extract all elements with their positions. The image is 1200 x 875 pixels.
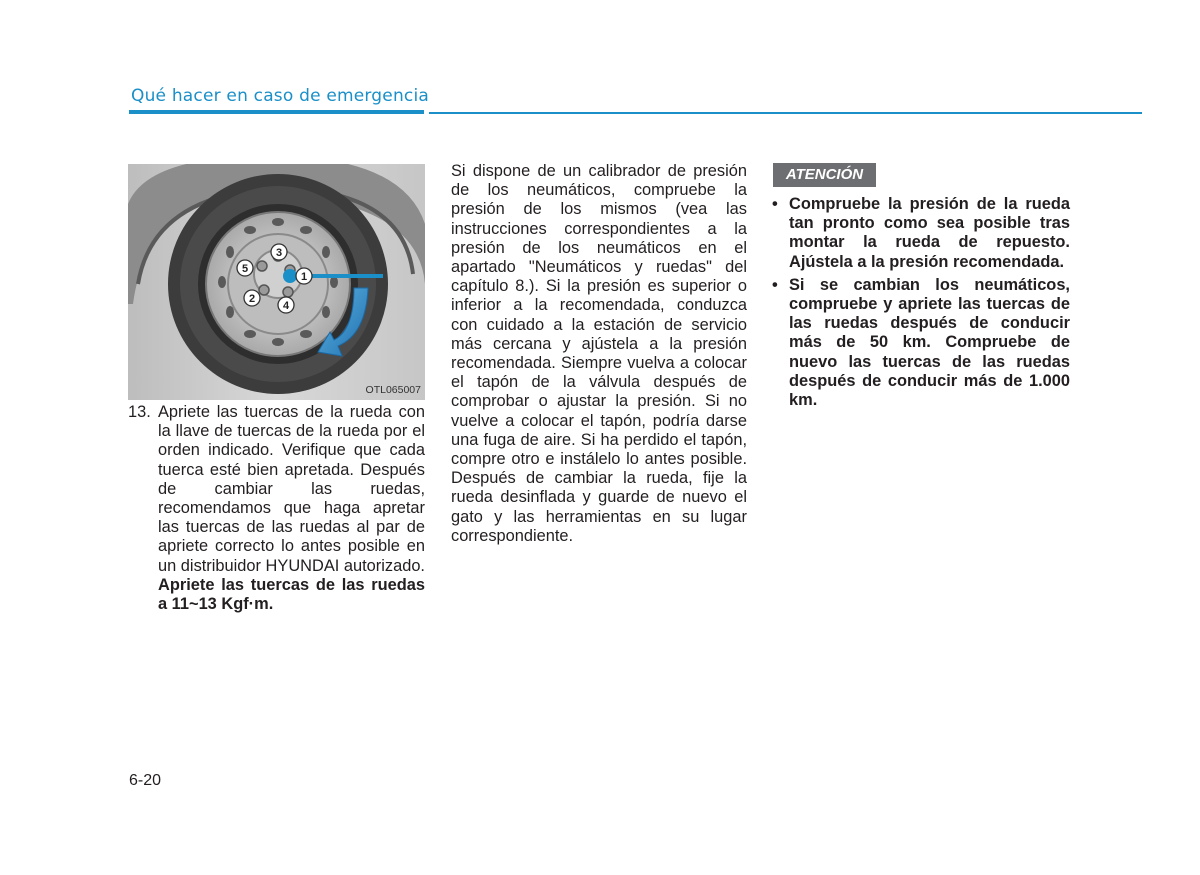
caution-badge: ATENCIÓN <box>773 163 876 187</box>
step-body: Apriete las tuercas de la rueda con la llave de tuercas de la rueda por el orden indicado. Verifique que cada tuerca esté bien apretada. Después de cambiar las ruedas, recomendamos que haga apretar las tuercas de las ruedas al par de apriete correcto lo antes posible en un distribuidor HYUNDAI autorizado. <box>158 403 425 575</box>
nut-number-1 <box>296 268 312 284</box>
bullet-icon: • <box>772 195 778 213</box>
svg-text:3: 3 <box>275 247 283 259</box>
caution-item-text: Si se cambian los neumáticos, compruebe y apriete las tuercas de las ruedas después de conducir más de 50 km. Compruebe de nuevo las tuercas de las ruedas después de conducir más de 1.000 km. <box>789 275 1070 410</box>
header-rule-thin <box>429 112 1142 114</box>
wheel-drawing <box>128 164 425 400</box>
step-text <box>158 403 425 614</box>
column-middle <box>451 162 747 546</box>
caution-item <box>772 276 1070 410</box>
page-number: 6-20 <box>129 772 162 789</box>
nut-number-3 <box>271 244 287 260</box>
step-13 <box>128 403 425 614</box>
caution-item-text: Compruebe la presión de la rueda tan pronto como sea posible tras montar la rueda de repuesto. Ajústela a la presión recomendada. <box>789 195 1070 271</box>
svg-text:2: 2 <box>248 293 256 305</box>
pressure-paragraph: Si dispone de un calibrador de presión de los neumáticos, compruebe la presión de los mismos (vea las instrucciones correspondientes a la presión de los neumáticos en el apartado "Neumáticos y ruedas" del capítulo 8.). Si la presión es superior o inferior a la recomendada, conduzca con cuidado a la estación de servicio más cercana y ajústela a la presión recomendada. Siempre vuelva a colocar el tapón de la válvula después de comprobar o ajustar la presión. Si no vuelve a colocar el tapón, podría darse una fuga de aire. Si ha perdido el tapón, compre otro e instálelo lo antes posible. Después de cambiar la rueda, fije la rueda desinflada y guarde de nuevo el gato y las herramientas en su lugar correspondiente. <box>451 162 747 545</box>
svg-text:1: 1 <box>300 271 308 283</box>
caution-list <box>772 195 1070 414</box>
wrench-socket <box>283 269 297 283</box>
step-number: 13. <box>128 403 151 421</box>
step-torque-bold: Apriete las tuercas de las ruedas a 11~13 Kgf·m. <box>158 575 425 614</box>
svg-text:4: 4 <box>282 300 290 312</box>
header-rule-thick <box>129 110 424 114</box>
wheel-illustration <box>128 164 425 400</box>
nut-number-5 <box>237 260 253 276</box>
figure-code: OTL065007 <box>365 384 421 396</box>
nut-number-4 <box>278 297 294 313</box>
section-header-title: Qué hacer en caso de emergencia <box>131 86 430 106</box>
bullet-icon: • <box>772 275 778 294</box>
caution-item <box>772 195 1070 272</box>
nut-number-2 <box>244 290 260 306</box>
svg-text:5: 5 <box>241 263 249 275</box>
column-left <box>128 403 425 614</box>
